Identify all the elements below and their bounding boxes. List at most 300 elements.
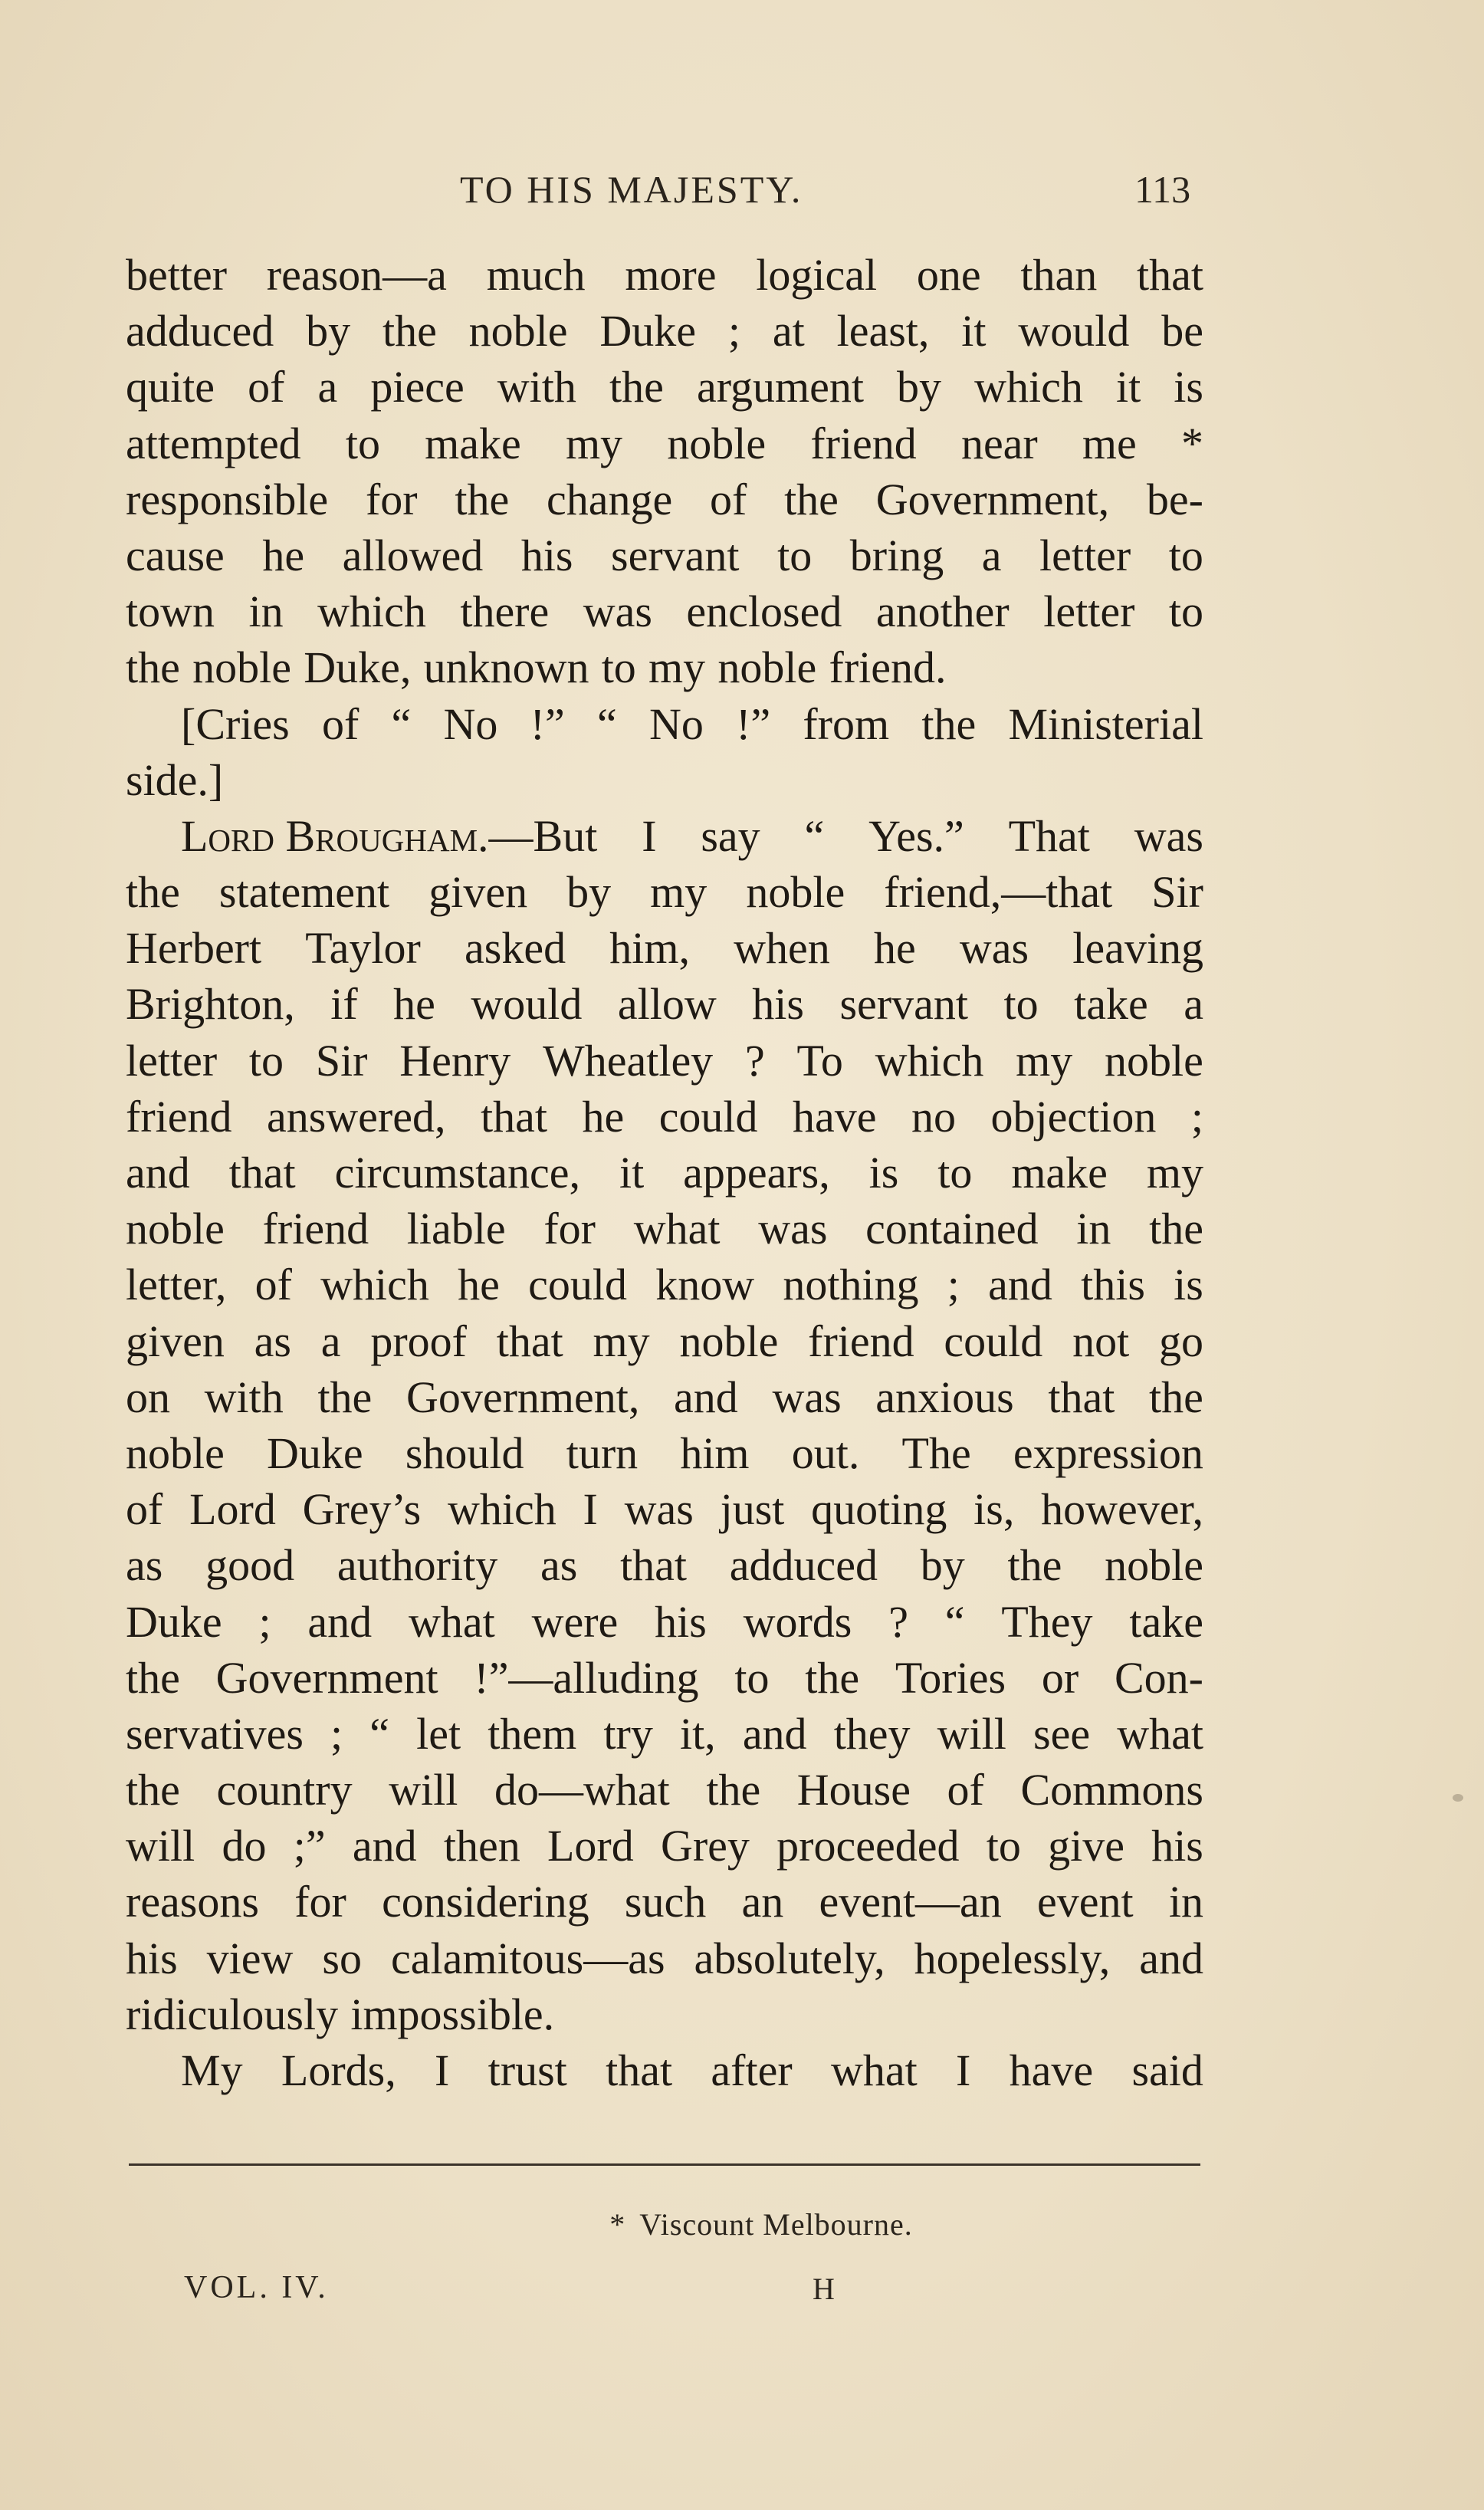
word: I (642, 810, 657, 861)
word: he (582, 1091, 625, 1142)
word: so (322, 1933, 362, 1983)
word: to (1003, 979, 1039, 1030)
word: The (901, 1427, 971, 1478)
word: make (1011, 1148, 1108, 1198)
word: servant (839, 979, 968, 1030)
word: To (796, 1035, 843, 1086)
text-line (126, 1650, 1203, 1706)
word: I (435, 2045, 450, 2095)
word: it (1115, 362, 1141, 412)
word: servatives (126, 1708, 304, 1759)
word: to (248, 1035, 284, 1086)
body-text (126, 247, 1203, 2098)
word: of (248, 362, 285, 412)
word: or (1041, 1652, 1079, 1703)
word: at (772, 306, 805, 356)
text-line (126, 976, 1203, 1032)
word: piece (370, 362, 465, 412)
word: was (1134, 810, 1203, 861)
word: be (1161, 306, 1203, 356)
word: friend (808, 1316, 914, 1366)
word: Grey (660, 1821, 750, 1871)
text-line (126, 1033, 1203, 1089)
text-line (126, 1369, 1203, 1425)
word: his (752, 979, 804, 1030)
word: friend (810, 418, 917, 468)
word: which (317, 586, 426, 637)
word: cause (126, 530, 225, 580)
word: better (126, 250, 228, 300)
word: Tories (895, 1652, 1006, 1703)
word: responsible (126, 474, 329, 524)
word: I (956, 2045, 971, 2095)
word: his (520, 530, 573, 580)
page-number: 113 (1134, 168, 1191, 211)
word: is (1174, 362, 1203, 412)
word: that (480, 1091, 547, 1142)
word: given (126, 1316, 225, 1366)
word: him (680, 1427, 750, 1478)
word: words (743, 1596, 852, 1647)
volume-signature: VOL. IV. (184, 2270, 329, 2305)
word: would (471, 979, 583, 1030)
text-line (126, 696, 1203, 752)
word: Wheatley (542, 1035, 714, 1086)
word: would (1018, 306, 1130, 356)
word: Duke (267, 1427, 363, 1478)
word: —But (488, 810, 598, 861)
word: authority (337, 1540, 498, 1591)
word: “ (944, 1596, 965, 1647)
word: reason—a (266, 250, 447, 300)
word: another (875, 586, 1010, 637)
word: should (405, 1427, 524, 1478)
word: know (655, 1260, 755, 1310)
word: noble (126, 1427, 225, 1478)
word: one (916, 250, 981, 300)
word: Taylor (305, 923, 421, 974)
word: give (1048, 1821, 1124, 1871)
text-line (126, 1594, 1203, 1650)
word: was (758, 1204, 828, 1254)
word: argument (696, 362, 864, 412)
text-line (126, 1986, 1203, 2042)
word: They (1001, 1596, 1093, 1647)
word: ;” (293, 1821, 326, 1871)
word: the (1149, 1372, 1203, 1422)
word: a (981, 530, 1002, 580)
word: proof (370, 1316, 467, 1366)
word: could (658, 1091, 758, 1142)
word: be- (1146, 474, 1203, 524)
word: of (709, 474, 747, 524)
word: Government, (405, 1372, 640, 1422)
word: hopelessly, (914, 1933, 1111, 1983)
word: them (488, 1708, 577, 1759)
word: Henry (399, 1035, 511, 1086)
word: the (784, 474, 839, 524)
word: Con- (1114, 1652, 1203, 1703)
word: and (352, 1821, 417, 1871)
word: that (496, 1316, 563, 1366)
word: the (1149, 1204, 1203, 1254)
word: the (455, 474, 510, 524)
word: him, (609, 923, 690, 974)
text-line (126, 1089, 1203, 1145)
word: town (126, 586, 215, 637)
word: !” (530, 698, 565, 749)
word: Lord (547, 1821, 634, 1871)
word: my (1016, 1035, 1073, 1086)
word: that (1137, 250, 1203, 300)
word: My (181, 2045, 243, 2095)
word: my (565, 418, 623, 468)
word: the (126, 867, 180, 918)
word: not (1072, 1316, 1130, 1366)
word: and (674, 1372, 738, 1422)
word: absolutely, (694, 1933, 885, 1983)
word: noble (717, 642, 817, 693)
word: he (262, 530, 305, 580)
word: event—an (819, 1877, 1002, 1927)
word: adduced (126, 306, 274, 356)
word: was (772, 1372, 842, 1422)
word: much (486, 250, 586, 300)
word: friend (262, 1204, 369, 1254)
word: letter (126, 1035, 218, 1086)
word: noble (679, 1316, 779, 1366)
word: friend. (829, 642, 947, 693)
word: as (126, 1540, 163, 1591)
signature-mark: H (813, 2272, 835, 2306)
text-line (126, 2042, 1203, 2098)
word: will (126, 1821, 195, 1871)
word: and (742, 1708, 807, 1759)
word: Brighton, (126, 979, 295, 1030)
word: was (624, 1484, 694, 1535)
word: of (126, 1484, 163, 1535)
word: liable (406, 1204, 506, 1254)
text-line (126, 1762, 1203, 1818)
word: it (619, 1148, 645, 1198)
word: what (633, 1204, 721, 1254)
word: in (1168, 1877, 1203, 1927)
text-line (126, 1481, 1203, 1537)
word: take (1129, 1596, 1203, 1647)
word: answered, (266, 1091, 446, 1142)
speaker-text (489, 808, 1203, 864)
word: as (540, 1540, 578, 1591)
word: noble (468, 306, 568, 356)
word: given (428, 867, 528, 918)
word: expression (1013, 1427, 1203, 1478)
word: he (873, 923, 916, 974)
word: appears, (683, 1148, 830, 1198)
word: impossible. (350, 1989, 555, 2039)
word: and (126, 1148, 190, 1198)
word: Sir (1151, 867, 1203, 918)
word: he (393, 979, 435, 1030)
text-line (126, 527, 1203, 583)
text-line (126, 1257, 1203, 1312)
word: there (460, 586, 550, 637)
word: least, (836, 306, 930, 356)
word: the (382, 306, 437, 356)
word: and (988, 1260, 1052, 1310)
text-line (126, 359, 1203, 415)
word: just (720, 1484, 785, 1535)
text-line (126, 1145, 1203, 1201)
word: make (425, 418, 521, 468)
word: he (458, 1260, 500, 1310)
word: unknown (423, 642, 589, 693)
word: his (126, 1933, 178, 1983)
word: the (805, 1652, 860, 1703)
word: Lords, (281, 2045, 396, 2095)
word: have (793, 1091, 877, 1142)
word: to (1168, 586, 1203, 637)
word: was (583, 586, 652, 637)
word: calamitous—as (390, 1933, 665, 1983)
word: do—what (494, 1765, 670, 1815)
word: proceeded (776, 1821, 960, 1871)
word: change (546, 474, 673, 524)
word: reasons (126, 1877, 259, 1927)
word: will (937, 1708, 1006, 1759)
text-line (126, 1201, 1203, 1257)
text-line (126, 416, 1203, 471)
text-line (126, 1313, 1203, 1369)
word: try (603, 1708, 653, 1759)
word: and (307, 1596, 373, 1647)
word: anxious (875, 1372, 1014, 1422)
word: to (937, 1148, 973, 1198)
word: objection (990, 1091, 1157, 1142)
word: in (1076, 1204, 1111, 1254)
word: quoting (811, 1484, 947, 1535)
word: enclosed (686, 586, 842, 637)
word: bring (849, 530, 944, 580)
word: by (566, 867, 612, 918)
word: for (365, 474, 418, 524)
word: to (601, 642, 636, 693)
word: no (911, 1091, 957, 1142)
word: friend (126, 1091, 232, 1142)
word: is (868, 1148, 899, 1198)
text-line (126, 1930, 1203, 1986)
word: ; (727, 306, 741, 356)
word: Herbert (126, 923, 262, 974)
word: attempted (126, 418, 301, 468)
word: ; (1190, 1091, 1203, 1142)
word: his (1151, 1821, 1203, 1871)
word: ? (744, 1035, 765, 1086)
word: asked (465, 923, 566, 974)
word: ? (888, 1596, 908, 1647)
word: servant (611, 530, 740, 580)
word: a (317, 362, 338, 412)
word: circumstance, (334, 1148, 581, 1198)
word: what (409, 1596, 495, 1647)
word: my (650, 867, 708, 918)
word: if (330, 979, 358, 1030)
word: noble (1105, 1540, 1203, 1591)
text-line (126, 247, 1203, 303)
word: ridiculously (126, 1989, 339, 2039)
word: Duke (126, 1596, 222, 1647)
word: letter (1043, 586, 1135, 637)
word: of (254, 1260, 292, 1310)
word: allow (617, 979, 717, 1030)
text-line (126, 639, 1203, 695)
word: noble (667, 418, 767, 468)
word: say (701, 810, 760, 861)
word: the (706, 1765, 761, 1815)
word: could (528, 1260, 627, 1310)
word: my (648, 642, 706, 693)
word: what (830, 2045, 918, 2095)
word: noble (746, 867, 845, 918)
word: noble (1105, 1035, 1203, 1086)
word: a (320, 1316, 341, 1366)
word: No (648, 698, 704, 749)
word: that (228, 1148, 296, 1198)
word: the (126, 1765, 180, 1815)
word: let (416, 1708, 461, 1759)
word: do (222, 1821, 267, 1871)
word: said (1131, 2045, 1203, 2095)
word: to (986, 1821, 1021, 1871)
word: and (1139, 1933, 1203, 1983)
word: noble (126, 1204, 225, 1254)
word: this (1081, 1260, 1145, 1310)
word: it, (679, 1708, 716, 1759)
word: the (1007, 1540, 1062, 1591)
word: !” (736, 698, 771, 749)
word: to (777, 530, 813, 580)
word: on (126, 1372, 170, 1422)
word: side.] (126, 754, 224, 805)
word: when (734, 923, 830, 974)
text-line (126, 1818, 1203, 1874)
word: an (741, 1877, 784, 1927)
word: which (448, 1484, 556, 1535)
speaker-line (126, 808, 1203, 864)
word: !”—alluding (474, 1652, 699, 1703)
word: a (1184, 979, 1203, 1030)
word: have (1009, 2045, 1094, 2095)
word: for (543, 1204, 596, 1254)
word: the (609, 362, 664, 412)
word: will (389, 1765, 458, 1815)
word: that (1048, 1372, 1115, 1422)
word: the (921, 698, 977, 749)
word: contained (865, 1204, 1039, 1254)
word: that (620, 1540, 688, 1591)
word: me (1082, 418, 1137, 468)
word: country (216, 1765, 353, 1815)
word: Government (215, 1652, 438, 1703)
word: from (803, 698, 890, 749)
word: the (126, 1652, 180, 1703)
word: ; (258, 1596, 271, 1647)
word: friend,—that (884, 867, 1113, 918)
word: Yes.” (868, 810, 964, 861)
word: is, (973, 1484, 1015, 1535)
word: as (254, 1316, 291, 1366)
word: for (294, 1877, 346, 1927)
word: in (248, 586, 284, 637)
word: of (947, 1765, 984, 1815)
word: I (583, 1484, 598, 1535)
word: near (960, 418, 1038, 468)
word: my (1146, 1148, 1203, 1198)
word: take (1074, 979, 1148, 1030)
word: by (897, 362, 942, 412)
word: Lord (189, 1484, 276, 1535)
word: see (1033, 1708, 1091, 1759)
word: was (959, 923, 1029, 974)
word: more (625, 250, 717, 300)
word: Grey’s (302, 1484, 422, 1535)
word: go (1159, 1316, 1203, 1366)
word: which (320, 1260, 429, 1310)
word: they (833, 1708, 911, 1759)
word: to (734, 1652, 770, 1703)
word: turn (566, 1427, 639, 1478)
text-line (126, 920, 1203, 976)
word: allowed (342, 530, 484, 580)
word: Government, (875, 474, 1110, 524)
word: “ (596, 698, 617, 749)
margin-smudge (1453, 1794, 1463, 1802)
footnote (0, 2206, 1484, 2242)
word: nothing (783, 1260, 919, 1310)
text-line (126, 864, 1203, 920)
word: by (306, 306, 351, 356)
word: than (1020, 250, 1098, 300)
word: with (497, 362, 576, 412)
word: statement (218, 867, 390, 918)
text-line (126, 583, 1203, 639)
word: his (655, 1596, 707, 1647)
word: by (920, 1540, 965, 1591)
word: “ (369, 1708, 390, 1759)
word: view (206, 1933, 294, 1983)
word: Sir (315, 1035, 368, 1086)
footnote-text: Viscount Melbourne. (639, 2207, 913, 2242)
word: after (711, 2045, 793, 2095)
text-line (126, 471, 1203, 527)
footnote-rule (129, 2163, 1200, 2166)
text-line (126, 1706, 1203, 1762)
word: the (126, 642, 180, 693)
word: letter (1039, 530, 1131, 580)
word: could (944, 1316, 1043, 1366)
text-line (126, 752, 1203, 808)
word: such (624, 1877, 707, 1927)
word: of (321, 698, 360, 749)
word: ; (330, 1708, 343, 1759)
word: to (1168, 530, 1203, 580)
word: my (593, 1316, 650, 1366)
text-line (126, 1425, 1203, 1481)
word: letter, (126, 1260, 227, 1310)
word: which (875, 1035, 984, 1086)
word: is (1174, 1260, 1203, 1310)
word: with (204, 1372, 284, 1422)
word: however, (1041, 1484, 1203, 1535)
